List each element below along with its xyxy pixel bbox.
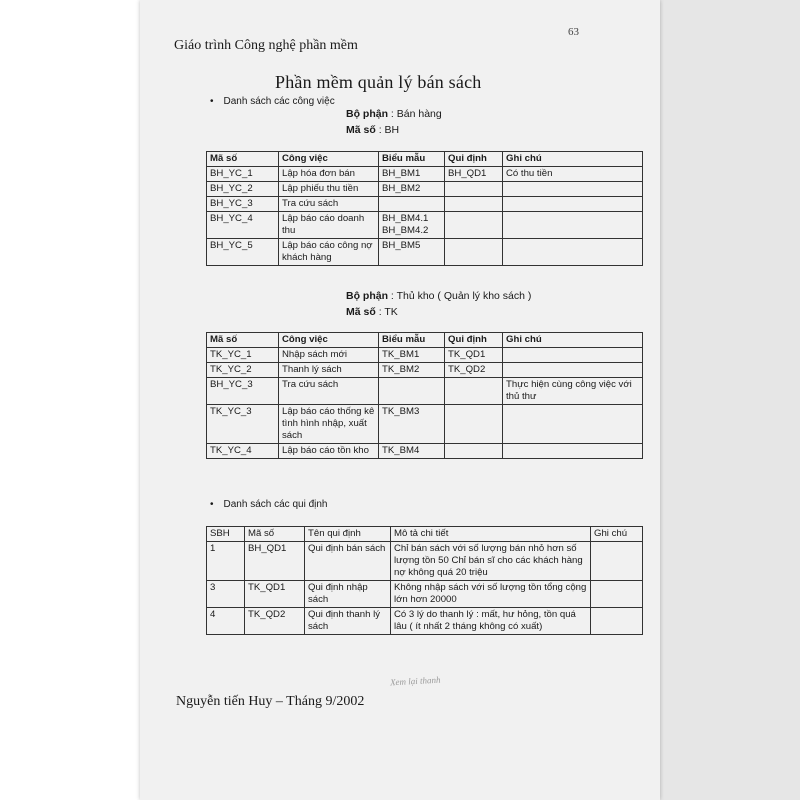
cell-note — [503, 363, 643, 378]
cell-task: Lập báo cáo doanh thu — [279, 212, 379, 239]
cell-description: Chỉ bán sách với số lượng bán nhỏ hơn số lượng tồn 50 Chỉ bán sĩ cho các khách hàng nợ không quá 20 triệu — [391, 542, 591, 581]
cell-code: BH_YC_5 — [207, 239, 279, 266]
cell-rule-name: Qui định nhập sách — [305, 581, 391, 608]
header-note: Ghi chú — [503, 333, 643, 348]
header-description: Mô tả chi tiết — [391, 527, 591, 542]
table-row — [207, 182, 643, 197]
cell-note — [503, 212, 643, 239]
footer-author: Nguyễn tiến Huy – Tháng 9/2002 — [176, 694, 365, 709]
cell-rule-name: Qui định thanh lý sách — [305, 608, 391, 635]
cell-form — [379, 378, 445, 405]
dept2-code-value: : TK — [378, 306, 398, 318]
cell-code: TK_QD1 — [245, 581, 305, 608]
cell-note — [591, 542, 643, 581]
cell-form: BH_BM4.1 BH_BM4.2 — [379, 212, 445, 239]
cell-form: TK_BM4 — [379, 444, 445, 459]
cell-note — [503, 197, 643, 212]
dept2-line — [346, 290, 531, 302]
cell-rule — [445, 444, 503, 459]
table-row — [207, 608, 643, 635]
cell-description: Có 3 lý do thanh lý : mất, hư hỏng, tồn quá lâu ( ít nhất 2 tháng không có xuất) — [391, 608, 591, 635]
cell-form: TK_BM1 — [379, 348, 445, 363]
cell-code: BH_YC_4 — [207, 212, 279, 239]
cell-task: Tra cứu sách — [279, 197, 379, 212]
cell-code: TK_YC_2 — [207, 363, 279, 378]
sales-tasks-table — [206, 151, 643, 266]
header-code: Mã số — [245, 527, 305, 542]
header-rule: Qui định — [445, 333, 503, 348]
table-row — [207, 197, 643, 212]
cell-rule: TK_QD1 — [445, 348, 503, 363]
header-note: Ghi chú — [503, 152, 643, 167]
cell-task: Thanh lý sách — [279, 363, 379, 378]
header-form: Biểu mẫu — [379, 152, 445, 167]
header-code: Mã số — [207, 333, 279, 348]
cell-note: Thực hiện cùng công việc với thủ thư — [503, 378, 643, 405]
header-task: Công việc — [279, 152, 379, 167]
table-row — [207, 212, 643, 239]
dept1-code-value: : BH — [378, 124, 400, 136]
cell-task: Lập phiếu thu tiền — [279, 182, 379, 197]
cell-code: BH_YC_2 — [207, 182, 279, 197]
cell-note — [503, 182, 643, 197]
cell-code: TK_QD2 — [245, 608, 305, 635]
header-code: Mã số — [207, 152, 279, 167]
header-note: Ghi chú — [591, 527, 643, 542]
bullet-rule-list-label: Danh sách các qui định — [223, 499, 328, 510]
cell-task: Lập hóa đơn bán — [279, 167, 379, 182]
cell-note — [591, 581, 643, 608]
cell-description: Không nhập sách với số lượng tồn tổng cộng lớn hơn 20000 — [391, 581, 591, 608]
cell-note — [503, 239, 643, 266]
dept1-code-line — [346, 124, 399, 136]
cell-form: BH_BM1 — [379, 167, 445, 182]
cell-form — [379, 197, 445, 212]
cell-code: TK_YC_1 — [207, 348, 279, 363]
cell-rule: BH_QD1 — [445, 167, 503, 182]
cell-task: Lập báo cáo tồn kho — [279, 444, 379, 459]
header-sbh: SBH — [207, 527, 245, 542]
cell-rule — [445, 378, 503, 405]
page-title: Phần mềm quản lý bán sách — [275, 72, 482, 92]
cell-form: BH_BM2 — [379, 182, 445, 197]
page-number: 63 — [568, 26, 579, 38]
cell-rule — [445, 239, 503, 266]
bullet-task-list — [210, 96, 335, 107]
rules-table — [206, 526, 643, 635]
table-row — [207, 444, 643, 459]
cell-form: BH_BM5 — [379, 239, 445, 266]
cell-code: TK_YC_4 — [207, 444, 279, 459]
cell-rule-name: Qui định bán sách — [305, 542, 391, 581]
cell-form: TK_BM2 — [379, 363, 445, 378]
table-header-row — [207, 333, 643, 348]
table-row — [207, 405, 643, 444]
cell-code: TK_YC_3 — [207, 405, 279, 444]
cell-rule: TK_QD2 — [445, 363, 503, 378]
dept2-code-line — [346, 306, 398, 318]
dept2-label: Bộ phận — [346, 290, 388, 302]
cell-task: Nhập sách mới — [279, 348, 379, 363]
header-task: Công việc — [279, 333, 379, 348]
cell-sbh: 1 — [207, 542, 245, 581]
book-header: Giáo trình Công nghệ phần mềm — [174, 38, 358, 53]
cell-rule — [445, 197, 503, 212]
cell-note: Có thu tiền — [503, 167, 643, 182]
dept1-line — [346, 108, 442, 120]
cell-code: BH_YC_1 — [207, 167, 279, 182]
warehouse-tasks-table — [206, 332, 643, 459]
dept2-value: : Thủ kho ( Quản lý kho sách ) — [390, 290, 532, 302]
dept2-code-label: Mã số — [346, 306, 376, 318]
cell-task: Lập báo cáo công nợ khách hàng — [279, 239, 379, 266]
cell-note — [503, 405, 643, 444]
table-row — [207, 167, 643, 182]
header-form: Biểu mẫu — [379, 333, 445, 348]
cell-task: Tra cứu sách — [279, 378, 379, 405]
header-rule: Qui định — [445, 152, 503, 167]
cell-task: Lập báo cáo thống kê tình hình nhập, xuất sách — [279, 405, 379, 444]
cell-note — [591, 608, 643, 635]
header-rule-name: Tên qui định — [305, 527, 391, 542]
handwritten-pen-mark: Xem lại thanh — [389, 674, 441, 688]
cell-rule — [445, 182, 503, 197]
cell-note — [503, 444, 643, 459]
table-row — [207, 581, 643, 608]
table-row — [207, 348, 643, 363]
bullet-task-list-label: Danh sách các công việc — [223, 96, 335, 107]
dept1-label: Bộ phận — [346, 108, 388, 120]
table-row — [207, 542, 643, 581]
adjacent-page — [660, 0, 800, 800]
bullet-rule-list — [210, 499, 327, 510]
cell-code: BH_YC_3 — [207, 197, 279, 212]
cell-rule — [445, 405, 503, 444]
cell-code: BH_QD1 — [245, 542, 305, 581]
dept1-value: : Bán hàng — [390, 108, 442, 120]
table-row — [207, 378, 643, 405]
cell-sbh: 3 — [207, 581, 245, 608]
cell-rule — [445, 212, 503, 239]
cell-note — [503, 348, 643, 363]
dept1-code-label: Mã số — [346, 124, 376, 136]
table-row — [207, 363, 643, 378]
cell-form: TK_BM3 — [379, 405, 445, 444]
table-header-row — [207, 527, 643, 542]
cell-sbh: 4 — [207, 608, 245, 635]
table-row — [207, 239, 643, 266]
table-header-row — [207, 152, 643, 167]
cell-code: BH_YC_3 — [207, 378, 279, 405]
